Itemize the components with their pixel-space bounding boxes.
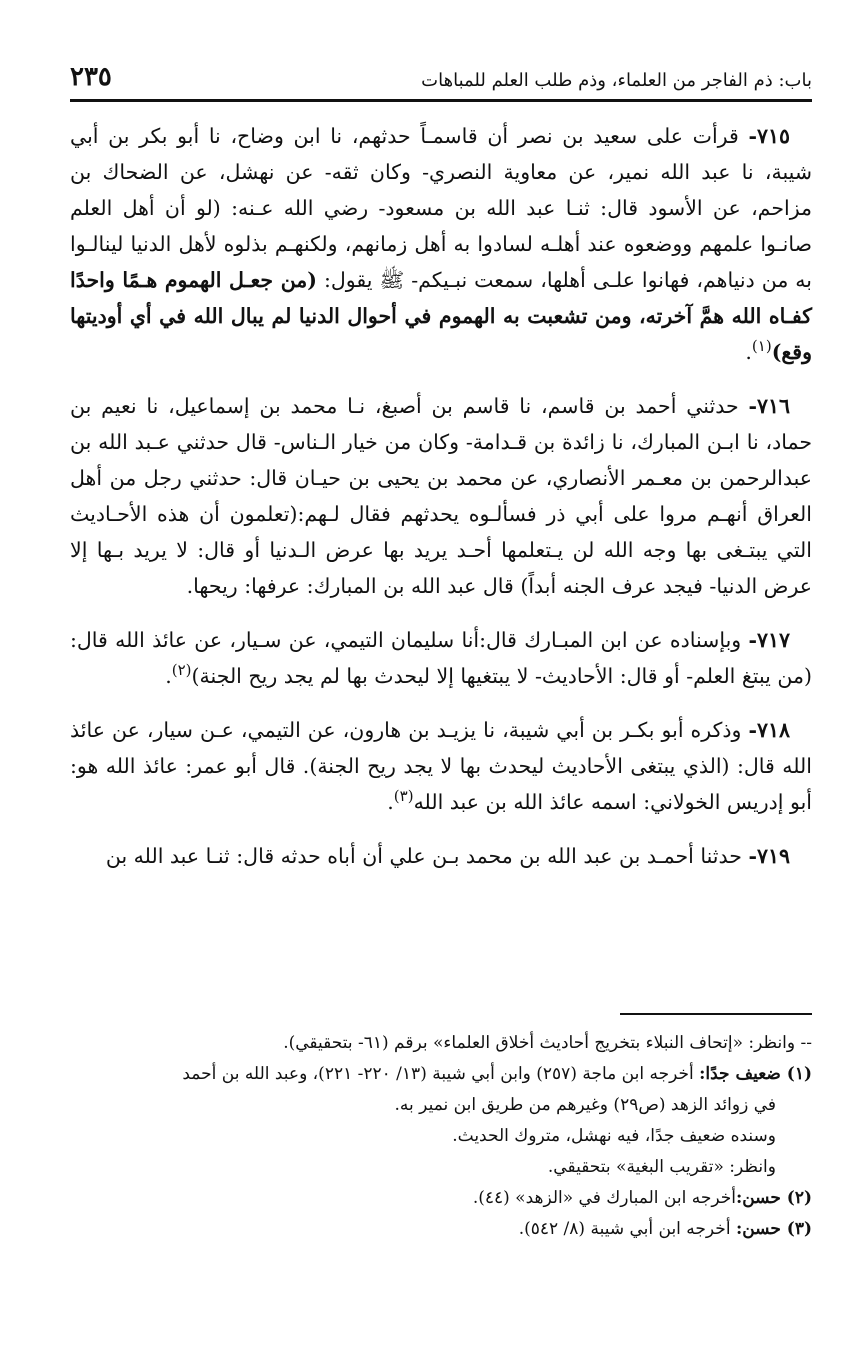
- footnote-grade: (٢) حسن:: [735, 1188, 812, 1208]
- footnote-grade: (١) ضعيف جدًا:: [699, 1064, 812, 1084]
- paragraph-text: حدثني أحمد بن قاسم، نا قاسم بن أصبغ، نـا محمد بن إسماعيل، نا نعيم بن حماد، نا ابـن المبارك، نا زائدة بن قـدامة- وكان من خيار الـناس- قال حدثني عـبد الله بن عبدالرحمن بن معـمر الأنصاري، عن محمد بن يحيى بن حيـان قال: حدثني رجل من أهل العراق أنهـم مروا على أبي ذر فسألـوه يحدثهم فقال لـهم:(تعلمون أن هذه الأحـاديث التي يبتـغى بها وجه الله لن يـتعلمها أحـد يريد بها عرض الـدنيا أو قال: لا يريد بـها إلا عرض الدنيا- فيجد عرف الجنه أبداً) قال عبد الله بن المبارك: عرفها: ريحها.: [70, 394, 812, 598]
- paragraph-text: قرأت على سعيد بن نصر أن قاسمـاً حدثهم، نا ابن وضاح، نا أبو بكر بن أبي شيبة، نا عبد الله نمير، عن معاوية النصري- وكان ثقه- عن نهشل، عن الضحاك بن مزاحم، عن الأسود قال: ثنـا عبد الله بن مسعود- رضي الله عـنه: (لو أن أهل العلم صانـوا علمهم ووضعوه عند أهلـه لسادوا به أهل زمانهم، ولكنهـم بذلوه لأهل الدنيا لينالـوا به من دنياهم، فهانوا علـى أهلها، سمعت نبـيكم- ﷺ يقول:: [70, 124, 812, 292]
- footnote-text: -- وانظر: «إتحاف النبلاء بتخريج أحاديث أخلاق العلماء» برقم (٦١- بتحقيقي).: [283, 1033, 812, 1053]
- paragraph-716: [70, 388, 812, 604]
- footnote-grade: (٣) حسن:: [735, 1219, 812, 1239]
- paragraph-718: [70, 712, 812, 820]
- footnote-text: في زوائد الزهد (ص٢٩) وغيرهم من طريق ابن نمير به.: [394, 1095, 776, 1115]
- paragraph-text: حدثنا أحمـد بن عبد الله بن محمد بـن علي أن أباه حدثه قال: ثنـا عبد الله بن: [105, 844, 749, 868]
- paragraph-text: وذكره أبو بكـر بن أبي شيبة، نا يزيـد بن هارون، عن التيمي، عـن سيار، عن عائذ الله قال: (الذي يبتغى الأحاديث ليحدث بها لا يجد ريح الجنة). قال أبو عمر: عائذ الله هو: أبو إدريس الخولاني: اسمه عائذ الله بن عبد الله: [70, 718, 812, 814]
- hadith-number: ٧١٦-: [748, 394, 790, 418]
- footnote-1-line-3: [70, 1121, 812, 1152]
- footnote-text: وسنده ضعيف جدًا، فيه نهشل، متروك الحديث.: [452, 1126, 776, 1146]
- paragraph-717: [70, 622, 812, 694]
- footnote-ref[interactable]: (٢): [171, 661, 192, 680]
- footnotes: [70, 1028, 812, 1245]
- footnote-text: أخرجه ابن المبارك في «الزهد» (٤٤).: [472, 1188, 736, 1208]
- footnote-ref[interactable]: (١): [751, 337, 772, 356]
- paragraph-715: [70, 118, 812, 370]
- footnote-continuation: [70, 1028, 812, 1059]
- hadith-quote: (من جعـل الهموم هـمًا واحدًا كفـاه الله همَّ آخرته، ومن تشعبت به الهموم في أحوال الدنيا لم يبال الله في أي أوديتها وقع): [70, 268, 812, 364]
- paragraph-tail: .: [745, 340, 752, 364]
- paragraph-tail: .: [165, 664, 172, 688]
- hadith-number: ٧١٨-: [748, 718, 790, 742]
- chapter-title: باب: ذم الفاجر من العلماء، وذم طلب العلم للمباهات: [421, 70, 812, 91]
- header-rule: [70, 99, 812, 102]
- footnote-text: أخرجه ابن أبي شيبة (٨/ ٥٤٢).: [518, 1219, 736, 1239]
- footnote-2: [70, 1183, 812, 1214]
- footnote-3: [70, 1214, 812, 1245]
- page-number: ٢٣٥: [70, 62, 112, 92]
- footnote-1: [70, 1059, 812, 1090]
- footnote-1-line-4: [70, 1152, 812, 1183]
- footnote-text: وانظر: «تقريب البغية» بتحقيقي.: [547, 1157, 776, 1177]
- paragraph-719: [70, 838, 812, 874]
- hadith-number: ٧١٩-: [748, 844, 790, 868]
- footnote-1-line-2: [70, 1090, 812, 1121]
- main-text: [70, 118, 812, 892]
- running-header: [70, 62, 812, 98]
- paragraph-text: وبإسناده عن ابن المبـارك قال:أنا سليمان التيمي، عن سـيار، عن عائذ الله قال: (من يبتغ العلم- أو قال: الأحاديث- لا يبتغيها إلا ليحدث بها لم يجد ريح الجنة): [70, 628, 812, 688]
- hadith-number: ٧١٧-: [748, 628, 790, 652]
- paragraph-tail: .: [387, 790, 394, 814]
- footnote-ref[interactable]: (٣): [393, 787, 414, 806]
- footnote-separator: [620, 1013, 812, 1015]
- hadith-number: ٧١٥-: [748, 124, 790, 148]
- footnote-text: أخرجه ابن ماجة (٢٥٧) وابن أبي شيبة (١٣/ ٢٢٠- ٢٢١)، وعبد الله بن أحمد: [182, 1064, 700, 1084]
